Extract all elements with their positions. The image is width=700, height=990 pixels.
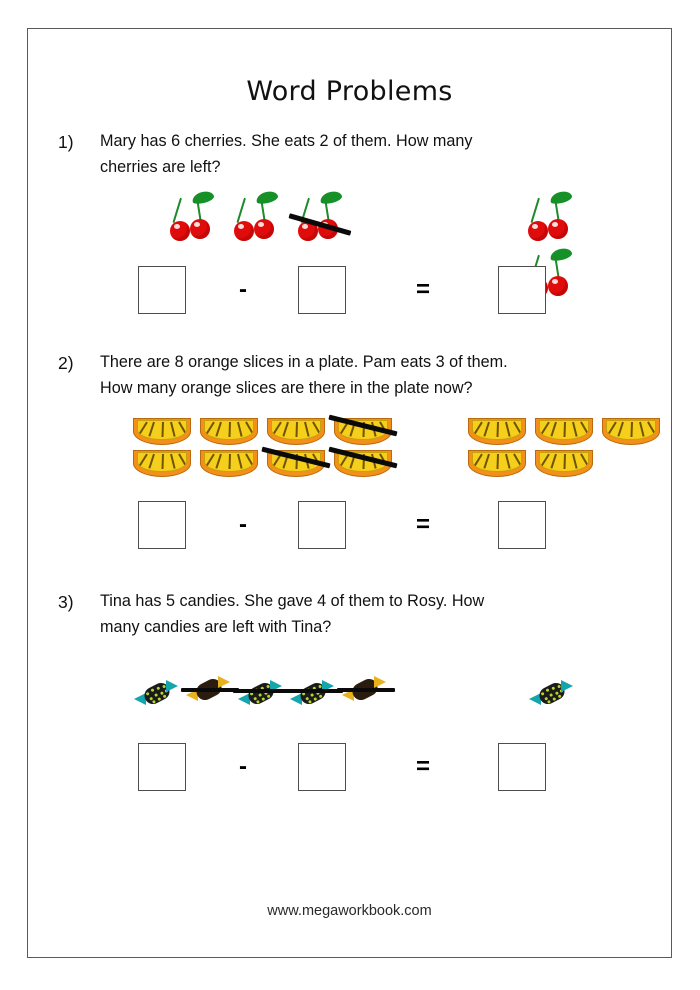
orange-segment-line — [148, 454, 154, 469]
problem-3-picture-row — [58, 673, 641, 735]
minus-operator: - — [239, 752, 247, 780]
problem-2-subtrahend-box[interactable] — [298, 501, 346, 549]
orange-flesh — [539, 420, 589, 440]
problem-1 — [28, 129, 671, 328]
cherry-fruit — [254, 219, 274, 239]
footer-url: www.megaworkbook.com — [267, 903, 432, 919]
problem-3-statement — [58, 589, 641, 640]
problem-3-equation-row — [58, 743, 641, 805]
orange-segment-line — [295, 422, 297, 437]
problem-3-subtrahend-box[interactable] — [298, 743, 346, 791]
orange-segment-line — [138, 421, 147, 435]
problem-3-number: 3) — [58, 592, 74, 613]
problem-2-text-line2: How many orange slices are there in the plate now? — [100, 378, 473, 397]
orange-slice — [468, 449, 526, 479]
problem-2-equation-row — [58, 501, 641, 563]
problem-1-picture-row — [58, 192, 641, 266]
orange-segment-line — [607, 421, 616, 435]
problem-1-subtrahend-box[interactable] — [298, 266, 346, 314]
orange-segment-line — [496, 422, 498, 437]
problem-2-minuend-box[interactable] — [138, 501, 186, 549]
candy-wrapper-end — [561, 680, 573, 693]
orange-flesh — [271, 420, 321, 440]
problem-2-statement — [58, 350, 641, 401]
candy-crossed — [237, 679, 285, 709]
orange-segment-line — [178, 421, 187, 435]
orange-slice-crossed — [334, 417, 392, 447]
problem-1-text-line1: Mary has 6 cherries. She eats 2 of them. How many — [100, 132, 473, 150]
orange-segment-line — [563, 454, 565, 469]
problem-3-text-line2: many candies are left with Tina? — [100, 617, 332, 636]
equals-operator: = — [415, 752, 430, 780]
problem-3-text-line1: Tina has 5 candies. She gave 4 of them to Rosy. How — [100, 592, 485, 611]
orange-segment-line — [505, 422, 510, 437]
strikethrough-mark — [233, 689, 291, 694]
cherry-leaf-icon — [255, 190, 279, 206]
cherry-fruit — [190, 219, 210, 239]
orange-segment-line — [483, 454, 489, 469]
orange-segment-line — [572, 422, 577, 437]
cherry-stem — [172, 198, 182, 224]
cherry-stem — [530, 198, 540, 224]
orange-flesh — [137, 420, 187, 440]
strikethrough-mark — [285, 689, 343, 694]
orange-segment-line — [228, 422, 230, 437]
minus-operator: - — [239, 276, 247, 304]
page-title: Word Problems — [246, 76, 453, 107]
orange-segment-line — [505, 454, 510, 469]
problem-1-text — [100, 129, 620, 180]
orange-segment-line — [483, 422, 489, 437]
orange-segment-line — [237, 454, 242, 469]
orange-segment-line — [215, 454, 221, 469]
cherry-pair-crossed — [294, 192, 350, 244]
orange-segment-line — [161, 454, 163, 469]
candy-crossed — [341, 675, 389, 705]
orange-segment-line — [473, 421, 482, 435]
problem-1-text-line2: cherries are left? — [100, 157, 221, 176]
orange-slice — [133, 417, 191, 447]
orange-segment-line — [540, 421, 549, 435]
orange-slice — [602, 417, 660, 447]
strikethrough-mark — [181, 688, 239, 693]
cherry-fruit — [234, 221, 254, 241]
equals-operator: = — [415, 276, 430, 304]
problem-1-minuend-box[interactable] — [138, 266, 186, 314]
candy-wrapper-end — [166, 680, 178, 693]
cherry-pair — [166, 192, 222, 244]
problem-2-picture-row — [58, 417, 641, 497]
problem-2 — [28, 350, 671, 563]
orange-segment-line — [272, 421, 281, 435]
orange-segment-line — [138, 453, 147, 467]
problem-2-text-line1: There are 8 orange slices in a plate. Pam eats 3 of them. — [100, 353, 508, 372]
strikethrough-mark — [337, 688, 395, 693]
cherry-stem — [236, 198, 246, 224]
orange-flesh — [472, 452, 522, 472]
orange-segment-line — [630, 422, 632, 437]
problem-3 — [28, 589, 671, 804]
orange-segment-line — [205, 421, 214, 435]
orange-segment-line — [245, 453, 254, 467]
candy — [133, 679, 181, 709]
orange-slice — [535, 449, 593, 479]
orange-flesh — [472, 420, 522, 440]
orange-segment-line — [161, 422, 163, 437]
candy-crossed — [185, 675, 233, 705]
orange-flesh — [606, 420, 656, 440]
orange-segment-line — [205, 453, 214, 467]
cherry-leaf-icon — [549, 247, 573, 263]
problem-2-number: 2) — [58, 353, 74, 374]
orange-slice — [200, 417, 258, 447]
orange-segment-line — [473, 453, 482, 467]
orange-slice — [267, 417, 325, 447]
problem-1-minuend-group — [166, 192, 350, 249]
orange-flesh — [204, 452, 254, 472]
orange-slice-crossed — [334, 449, 392, 479]
orange-segment-line — [148, 422, 154, 437]
orange-slice — [133, 449, 191, 479]
orange-slice — [200, 449, 258, 479]
problem-2-result-box[interactable] — [498, 501, 546, 549]
orange-segment-line — [580, 453, 589, 467]
equals-operator: = — [415, 511, 430, 539]
cherry-leaf-icon — [319, 190, 343, 206]
problem-3-result-box[interactable] — [498, 743, 546, 791]
orange-flesh — [137, 452, 187, 472]
orange-segment-line — [647, 421, 656, 435]
orange-segment-line — [312, 421, 321, 435]
orange-segment-line — [580, 421, 589, 435]
cherry-leaf-icon — [191, 190, 215, 206]
orange-segment-line — [245, 421, 254, 435]
orange-segment-line — [178, 453, 187, 467]
orange-flesh — [539, 452, 589, 472]
orange-flesh — [204, 420, 254, 440]
orange-segment-line — [550, 422, 556, 437]
orange-segment-line — [228, 454, 230, 469]
orange-segment-line — [513, 421, 522, 435]
problem-1-equation-row — [58, 266, 641, 328]
cherry-fruit — [548, 219, 568, 239]
orange-segment-line — [496, 454, 498, 469]
orange-segment-line — [170, 422, 175, 437]
orange-segment-line — [540, 453, 549, 467]
candy — [528, 679, 576, 709]
orange-slice-crossed — [267, 449, 325, 479]
orange-segment-line — [550, 454, 556, 469]
cherry-pair — [524, 192, 580, 244]
orange-segment-line — [513, 453, 522, 467]
orange-segment-line — [563, 422, 565, 437]
cherry-fruit — [170, 221, 190, 241]
orange-segment-line — [639, 422, 644, 437]
candy-crossed — [289, 679, 337, 709]
orange-slice — [535, 417, 593, 447]
orange-segment-line — [282, 422, 288, 437]
orange-segment-line — [215, 422, 221, 437]
problem-1-statement — [58, 129, 641, 180]
orange-segment-line — [170, 454, 175, 469]
problem-3-minuend-box[interactable] — [138, 743, 186, 791]
orange-segment-line — [237, 422, 242, 437]
cherry-fruit — [528, 221, 548, 241]
cherry-pair — [230, 192, 286, 244]
orange-slice — [468, 417, 526, 447]
problem-3-text — [100, 589, 620, 640]
cherry-leaf-icon — [549, 190, 573, 206]
problem-1-number: 1) — [58, 132, 74, 152]
orange-segment-line — [572, 454, 577, 469]
problem-2-text — [100, 350, 620, 401]
orange-segment-line — [304, 422, 309, 437]
minus-operator: - — [239, 511, 247, 539]
problem-1-result-box[interactable] — [498, 266, 546, 314]
orange-segment-line — [617, 422, 623, 437]
worksheet-page — [27, 28, 672, 958]
